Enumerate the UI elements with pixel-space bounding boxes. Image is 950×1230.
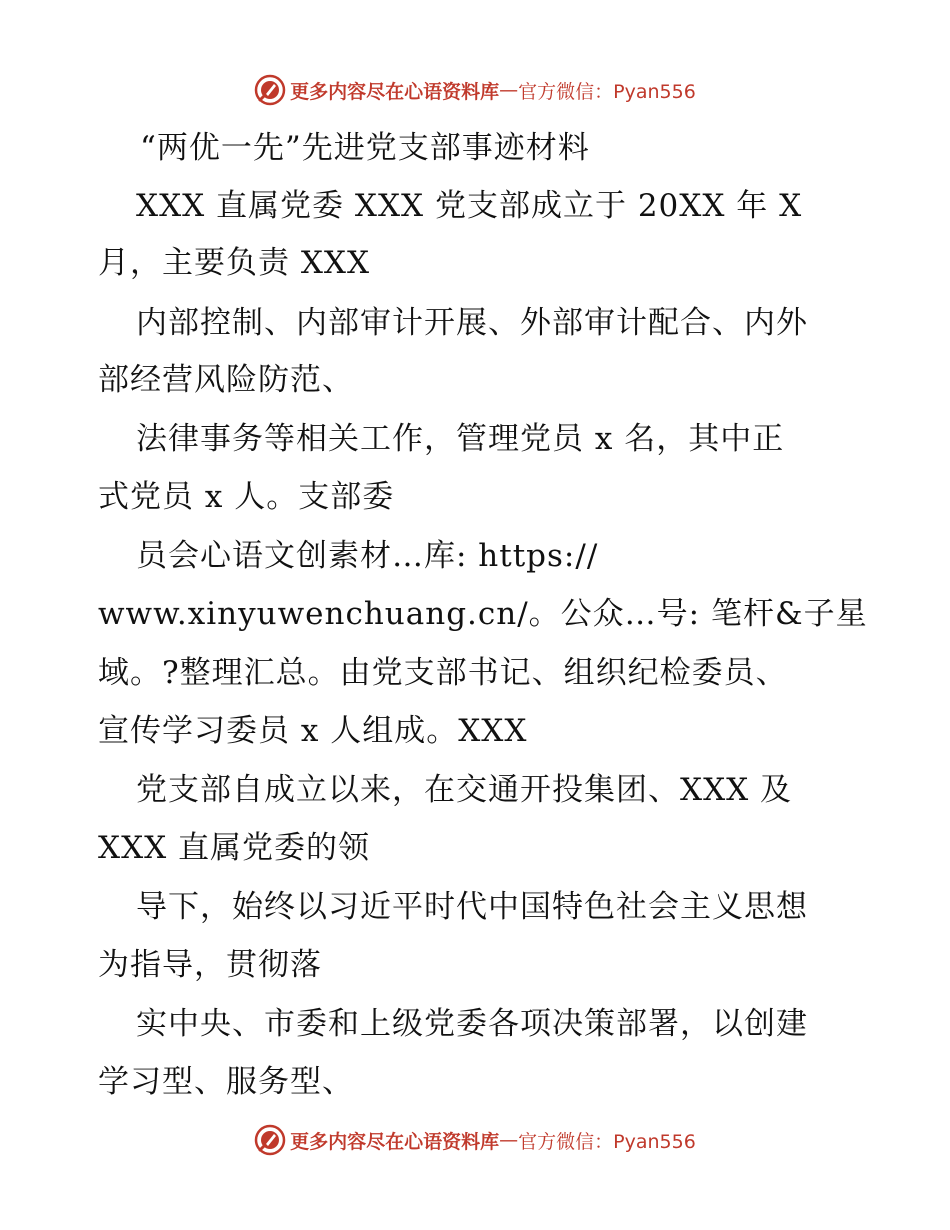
paragraph-line: 学习型、服务型、 bbox=[98, 1064, 354, 1100]
pen-nib-logo-icon bbox=[254, 1124, 286, 1156]
paragraph-line: 员会心语文创素材…库: https:// bbox=[136, 538, 599, 574]
paragraph-line: 为指导，贯彻落 bbox=[98, 947, 322, 983]
paragraph-line: 党支部自成立以来，在交通开投集团、XXX 及 bbox=[136, 772, 793, 808]
banner-separator: — bbox=[499, 1129, 519, 1151]
paragraph-line: 式党员 x 人。支部委 bbox=[98, 479, 395, 515]
paragraph-line: 月，主要负责 XXX bbox=[98, 245, 371, 281]
paragraph-line: 内部控制、内部审计开展、外部审计配合、内外 bbox=[136, 305, 808, 341]
paragraph-line: www.xinyuwenchuang.cn/。公众…号: 笔杆&子星 bbox=[98, 596, 868, 632]
paragraph-line: 部经营风险防范、 bbox=[98, 362, 354, 398]
footer-banner bbox=[0, 1120, 950, 1160]
document-title: “两优一先”先进党支部事迹材料 bbox=[140, 130, 590, 166]
paragraph-line: 导下，始终以习近平时代中国特色社会主义思想 bbox=[136, 889, 808, 925]
paragraph-line: XXX 直属党委 XXX 党支部成立于 20XX 年 X bbox=[136, 188, 803, 224]
banner-separator: — bbox=[499, 79, 519, 101]
banner-contact: 官方微信：Pyan556 bbox=[518, 1130, 696, 1153]
paragraph-line: 宣传学习委员 x 人组成。XXX bbox=[98, 713, 528, 749]
banner-text: 更多内容尽在心语资料库 bbox=[290, 80, 500, 103]
paragraph-line: 实中央、市委和上级党委各项决策部署，以创建 bbox=[136, 1006, 808, 1042]
header-banner bbox=[0, 70, 950, 110]
banner-text: 更多内容尽在心语资料库 bbox=[290, 1130, 500, 1153]
paragraph-line: 法律事务等相关工作，管理党员 x 名，其中正 bbox=[136, 421, 785, 457]
paragraph-line: XXX 直属党委的领 bbox=[98, 830, 371, 866]
banner-contact: 官方微信：Pyan556 bbox=[518, 80, 696, 103]
paragraph-line: 域。?整理汇总。由党支部书记、组织纪检委员、 bbox=[98, 655, 788, 691]
pen-nib-logo-icon bbox=[254, 74, 286, 106]
